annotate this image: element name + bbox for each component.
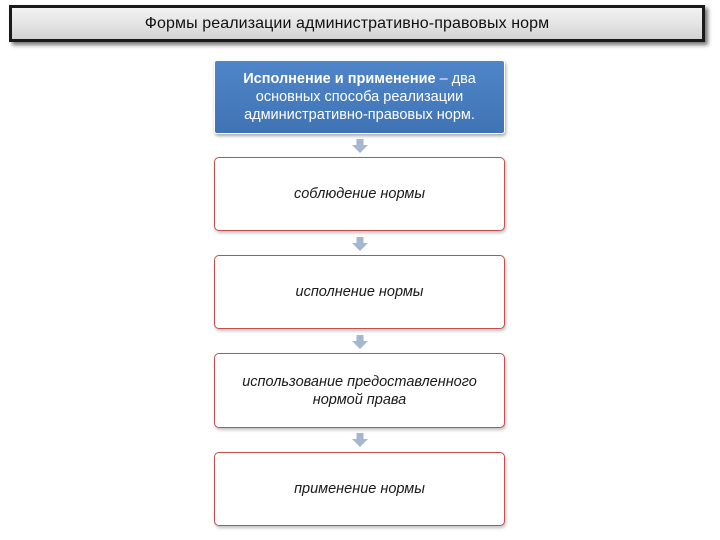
step-label: использование предоставленного нормой права <box>242 373 477 408</box>
title-bar <box>9 5 705 42</box>
step-box-compliance <box>214 157 505 231</box>
down-arrow-icon <box>352 139 368 153</box>
step-label: исполнение нормы <box>295 284 424 300</box>
intro-text <box>219 70 500 124</box>
step-box-application <box>214 452 505 526</box>
intro-box <box>214 60 505 134</box>
step-box-use-of-right <box>214 353 505 428</box>
down-arrow-icon <box>352 335 368 349</box>
step-box-execution <box>214 255 505 329</box>
intro-text-rest: – два основных способа реализации административно-правовых норм. <box>244 71 476 123</box>
down-arrow-icon <box>352 237 368 251</box>
page-title: Формы реализации административно-правовых норм <box>144 14 550 32</box>
step-label: соблюдение нормы <box>293 186 425 202</box>
intro-text-bold: Исполнение и применение <box>243 71 436 87</box>
step-label: применение нормы <box>294 481 425 497</box>
down-arrow-icon <box>352 433 368 447</box>
